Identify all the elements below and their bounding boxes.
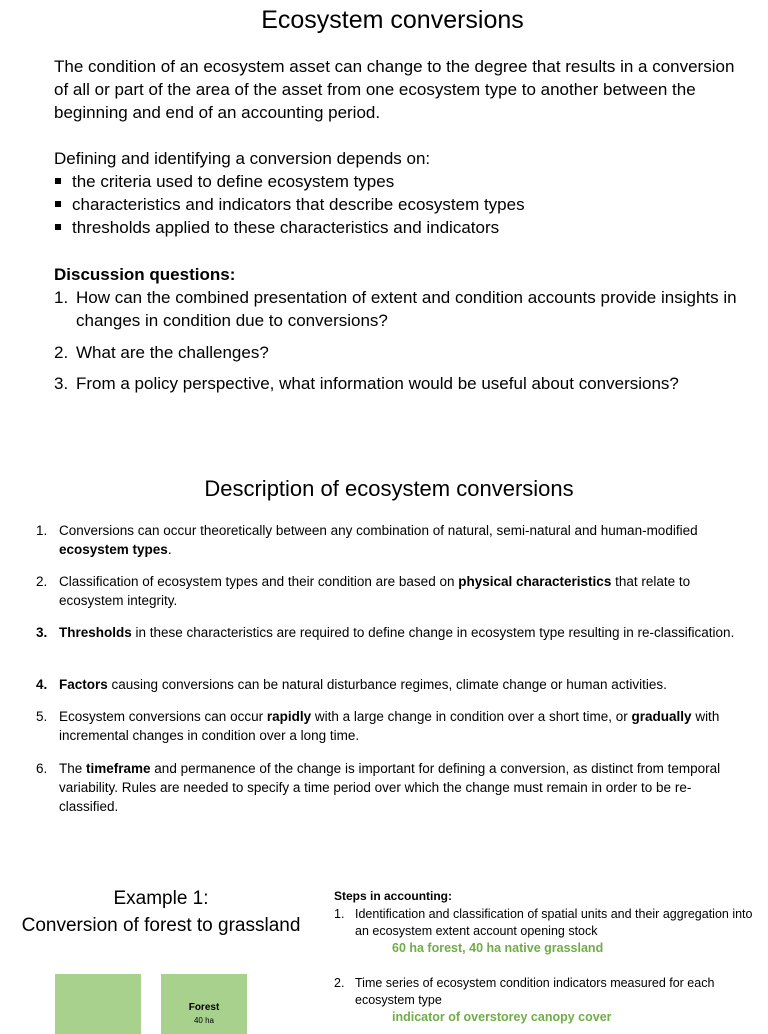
criteria-item: characteristics and indicators that describe ecosystem types	[54, 193, 525, 216]
example-title: Example 1: Conversion of forest to grassland	[21, 888, 301, 936]
criteria-list	[54, 170, 525, 239]
forest-block: Forest 40 ha	[161, 974, 247, 1034]
discussion-label: Discussion questions:	[54, 265, 236, 284]
criteria-item: the criteria used to define ecosystem types	[54, 170, 525, 193]
section-title: Description of ecosystem conversions	[204, 476, 574, 501]
square-bullet-icon	[55, 224, 61, 230]
defining-text: Defining and identifying a conversion depends on:	[54, 149, 431, 168]
accounting-step: 2. Time series of ecosystem condition indicators measured for each ecosystem type indicator of overstorey canopy cover	[334, 976, 715, 1024]
discussion-question: 2. What are the challenges?	[54, 343, 269, 362]
description-item: 4. Factors causing conversions can be natural disturbance regimes, climate change or human activities.	[36, 677, 667, 692]
square-bullet-icon	[55, 201, 61, 207]
description-item: 3. Thresholds in these characteristics are required to define change in ecosystem type resulting in re-classification.	[36, 625, 735, 640]
criteria-item: thresholds applied to these characteristics and indicators	[54, 216, 525, 239]
land-block	[55, 974, 141, 1034]
description-item: 1. Conversions can occur theoretically between any combination of natural, semi-natural and human-modified ecosystem types.	[36, 523, 698, 557]
steps-heading: Steps in accounting:	[334, 889, 453, 903]
description-item: 6. The timeframe and permanence of the change is important for defining a conversion, as distinct from temporal variability. Rules are needed to specify a time period over which the change must remain in order to be re-classified.	[36, 761, 721, 814]
discussion-question: 1. How can the combined presentation of extent and condition accounts provide insights in changes in condition due to conversions?	[54, 288, 737, 330]
description-item: 2. Classification of ecosystem types and their condition are based on physical characteristics that relate to ecosystem integrity.	[36, 574, 691, 608]
description-item: 5. Ecosystem conversions can occur rapidly with a large change in condition over a short time, or gradually with incremental changes in condition over a long time.	[36, 709, 720, 743]
slide-title: Ecosystem conversions	[261, 6, 524, 34]
square-bullet-icon	[55, 178, 61, 184]
discussion-question: 3. From a policy perspective, what information would be useful about conversions?	[54, 374, 679, 393]
intro-paragraph: The condition of an ecosystem asset can change to the degree that results in a conversion of all or part of the area of the asset from one ecosystem type to another between the beginning and end of an accounting period.	[54, 57, 735, 122]
accounting-step: 1. Identification and classification of spatial units and their aggregation into an ecosystem extent account opening stock 60 ha forest, 40 ha native grassland	[334, 907, 753, 955]
